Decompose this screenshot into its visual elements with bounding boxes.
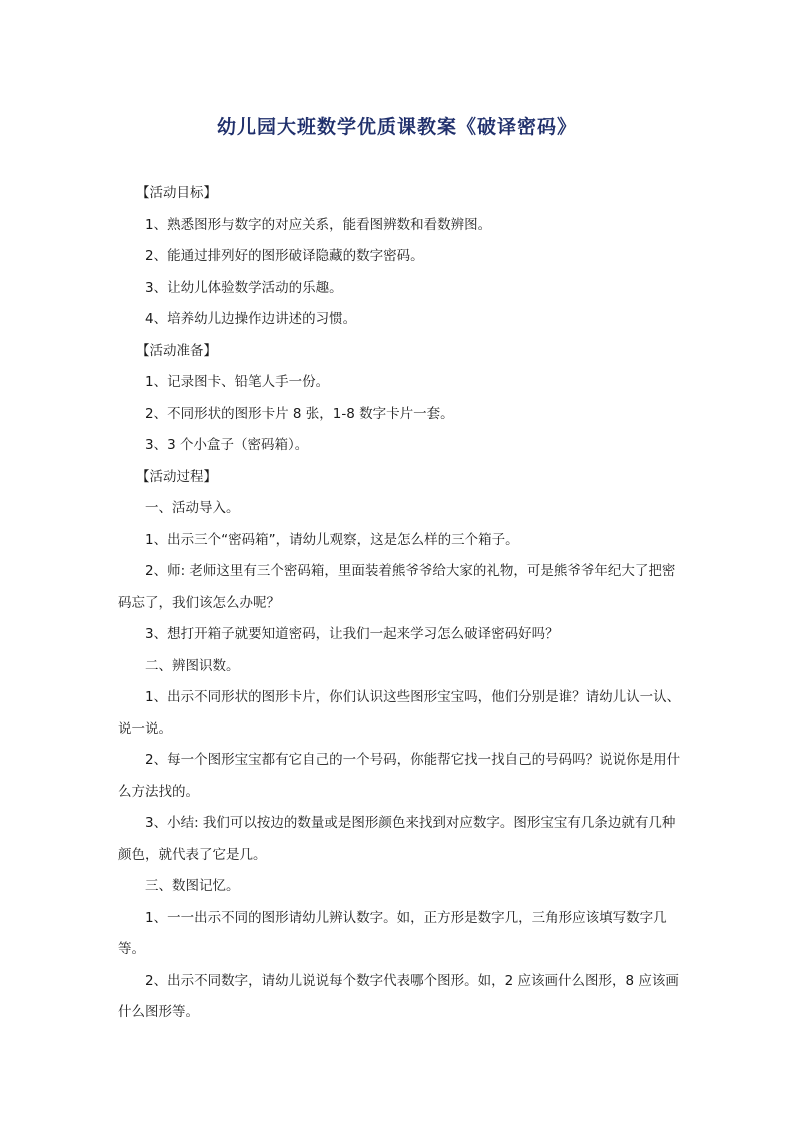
paragraph: 1、记录图卡、铅笔人手一份。 [145,374,330,390]
paragraph: 二、辨图识数。 [145,657,240,674]
section-heading-preparation: 【活动准备】 [136,342,217,359]
paragraph: 3、想打开箱子就要知道密码，让我们一起来学习怎么破译密码好吗？ [145,626,559,642]
paragraph: 2、出示不同数字，请幼儿说说每个数字代表哪个图形。如，2 应该画什么图形，8 应该画什么图形等。 [118,972,679,1020]
paragraph: 1、一一出示不同的图形请幼儿辨认数字。如，正方形是数字几，三角形应该填写数字几等。 [118,909,667,957]
paragraph: 1、出示三个“密码箱”，请幼儿观察，这是怎么样的三个箱子。 [145,531,519,548]
paragraph: 3、3 个小盒子（密码箱）。 [145,437,309,453]
paragraph: 1、熟悉图形与数字的对应关系，能看图辨数和看数辨图。 [145,216,492,233]
paragraph: 2、不同形状的图形卡片 8 张，1-8 数字卡片一套。 [145,405,454,422]
paragraph: 一、活动导入。 [145,500,240,516]
document-body [118,178,684,1029]
section-heading-process: 【活动过程】 [136,468,217,485]
paragraph: 3、小结: 我们可以按边的数量或是图形颜色来找到对应数字。图形宝宝有几条边就有几种颜色，就代表了它是几。 [118,815,676,863]
paragraph: 2、每一个图形宝宝都有它自己的一个号码，你能帮它找一找自己的号码吗？说说你是用什么方法找的。 [118,752,681,800]
paragraph: 4、培养幼儿边操作边讲述的习惯。 [145,311,357,327]
paragraph: 2、师: 老师这里有三个密码箱，里面装着熊爷爷给大家的礼物，可是熊爷爷年纪大了把密码忘了，我们该怎么办呢？ [118,563,676,611]
document-title: 幼儿园大班数学优质课教案《破译密码》 [216,116,577,138]
paragraph: 三、数图记忆。 [145,878,240,894]
paragraph: 2、能通过排列好的图形破译隐藏的数字密码。 [145,248,424,264]
paragraph: 3、让幼儿体验数学活动的乐趣。 [145,279,343,296]
paragraph: 1、出示不同形状的图形卡片，你们认识这些图形宝宝吗，他们分别是谁？请幼儿认一认、说一说。 [118,689,681,737]
section-heading-goals: 【活动目标】 [136,185,217,201]
